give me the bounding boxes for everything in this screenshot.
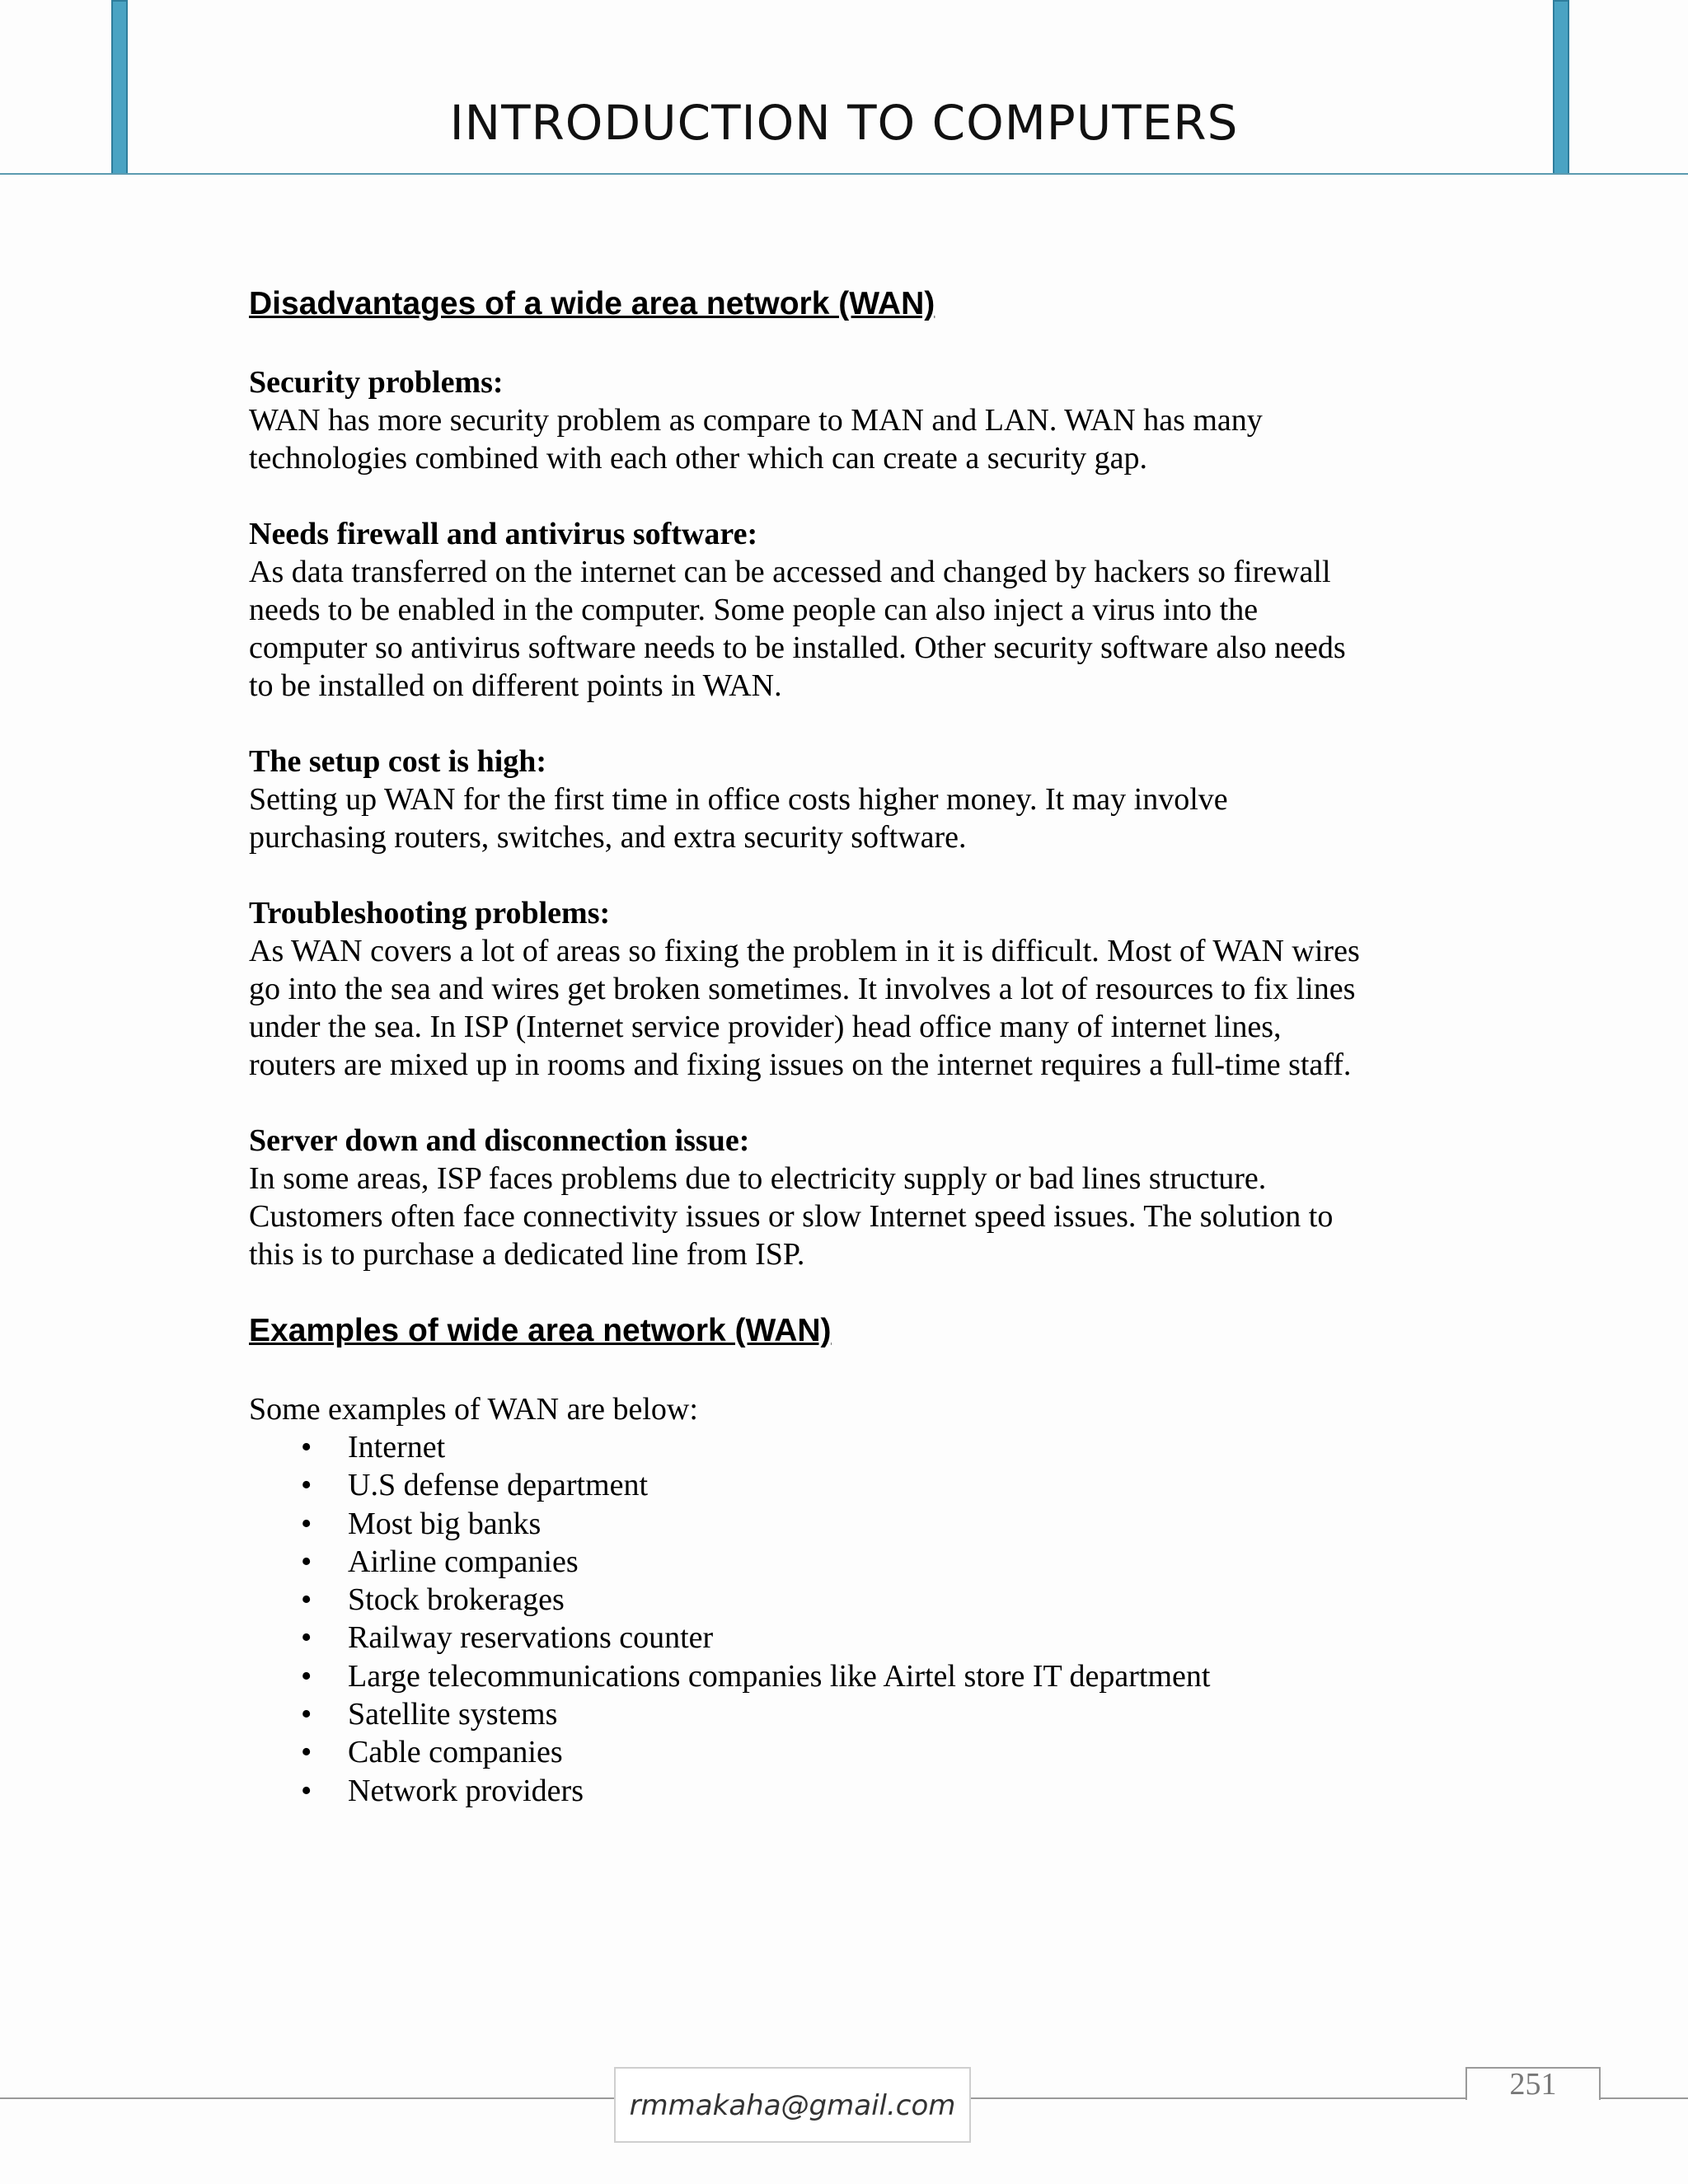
item-security xyxy=(249,363,1452,477)
bullet-icon: • xyxy=(301,1430,312,1465)
page-number: 251 xyxy=(1509,2067,1557,2102)
section-heading-disadvantages: Disadvantages of a wide area network (WAN) xyxy=(249,286,935,321)
item-firewall xyxy=(249,515,1452,705)
list-item: • Satellite systems xyxy=(249,1695,1452,1733)
item-server-down xyxy=(249,1122,1452,1273)
section-heading-examples: Examples of wide area network (WAN) xyxy=(249,1313,832,1348)
item-line: technologies combined with each other which can create a security gap. xyxy=(249,441,1147,476)
item-line: routers are mixed up in rooms and fixing issues on the internet requires a full-time staff. xyxy=(249,1047,1352,1082)
footer-rule-left xyxy=(0,2097,614,2099)
item-line: As data transferred on the internet can be accessed and changed by hackers so firewall xyxy=(249,555,1331,589)
bullet-icon: • xyxy=(301,1697,312,1732)
item-title: Server down and disconnection issue: xyxy=(249,1123,750,1158)
item-line: As WAN covers a lot of areas so fixing the problem in it is difficult. Most of WAN wires xyxy=(249,934,1360,968)
item-line: In some areas, ISP faces problems due to electricity supply or bad lines structure. xyxy=(249,1161,1267,1196)
item-title: Troubleshooting problems: xyxy=(249,896,611,930)
item-line: Setting up WAN for the first time in office costs higher money. It may involve xyxy=(249,782,1228,817)
item-title: Needs firewall and antivirus software: xyxy=(249,517,758,551)
item-line: this is to purchase a dedicated line from ISP. xyxy=(249,1237,805,1272)
header-left-bar xyxy=(111,0,128,175)
examples-intro: Some examples of WAN are below: xyxy=(249,1392,698,1427)
footer-rule-right xyxy=(1599,2097,1688,2099)
list-item: • Large telecommunications companies like Airtel store IT department xyxy=(249,1657,1452,1695)
item-line: computer so antivirus software needs to be installed. Other security software also needs xyxy=(249,630,1346,665)
bullet-icon: • xyxy=(301,1506,312,1541)
item-line: to be installed on different points in WAN. xyxy=(249,668,782,703)
bullet-icon: • xyxy=(301,1582,312,1618)
footer-rule-middle xyxy=(971,2097,1465,2099)
item-setup-cost xyxy=(249,743,1452,856)
item-title: Security problems: xyxy=(249,365,504,400)
item-line: WAN has more security problem as compare to MAN and LAN. WAN has many xyxy=(249,403,1263,438)
item-line: purchasing routers, switches, and extra security software. xyxy=(249,820,967,855)
item-title: The setup cost is high: xyxy=(249,744,547,779)
item-line: needs to be enabled in the computer. Some people can also inject a virus into the xyxy=(249,593,1259,627)
list-item: • Cable companies xyxy=(249,1733,1452,1771)
list-item: • Stock brokerages xyxy=(249,1581,1452,1619)
list-item: • Railway reservations counter xyxy=(249,1619,1452,1657)
header-right-bar xyxy=(1553,0,1569,175)
item-line: under the sea. In ISP (Internet service provider) head office many of internet lines, xyxy=(249,1010,1282,1044)
list-item: • U.S defense department xyxy=(249,1466,1452,1504)
page-header-title: INTRODUCTION TO COMPUTERS xyxy=(449,95,1239,151)
bullet-icon: • xyxy=(301,1773,312,1808)
list-item: • Internet xyxy=(249,1428,1452,1466)
header-rule xyxy=(0,173,1688,175)
item-line: Customers often face connectivity issues or slow Internet speed issues. The solution to xyxy=(249,1199,1334,1234)
bullet-icon: • xyxy=(301,1735,312,1770)
list-item: • Network providers xyxy=(249,1772,1452,1810)
list-item: • Most big banks xyxy=(249,1505,1452,1543)
item-troubleshooting xyxy=(249,894,1452,1084)
bullet-icon: • xyxy=(301,1620,312,1656)
footer-email: rmmakaha@gmail.com xyxy=(614,2067,971,2143)
main-content xyxy=(249,284,1452,1810)
examples-list xyxy=(249,1428,1452,1810)
bullet-icon: • xyxy=(301,1468,312,1503)
bullet-icon: • xyxy=(301,1544,312,1579)
item-line: go into the sea and wires get broken sometimes. It involves a lot of resources to fix lines xyxy=(249,972,1356,1006)
list-item: • Airline companies xyxy=(249,1543,1452,1581)
bullet-icon: • xyxy=(301,1658,312,1694)
